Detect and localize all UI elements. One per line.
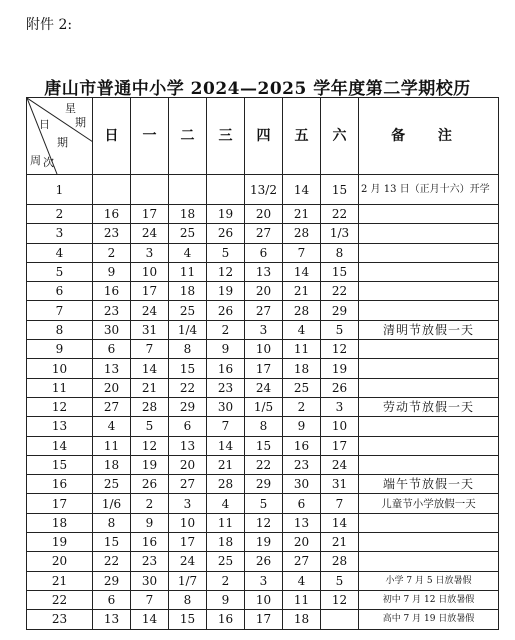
corner-label-ci: 次: [43, 156, 54, 169]
corner-label-qi: 期: [75, 116, 86, 129]
date-cell-tue: 18: [169, 282, 207, 301]
date-cell-wed: 16: [207, 610, 245, 629]
date-cell-tue: 15: [169, 610, 207, 629]
date-cell-sat: 28: [321, 552, 359, 571]
header-sunday: 日: [93, 98, 131, 175]
date-cell-wed: 26: [207, 301, 245, 320]
date-cell-sat: 31: [321, 475, 359, 494]
date-cell-fri: 13: [283, 513, 321, 532]
date-cell-thu: 17: [245, 610, 283, 629]
table-row: [27, 205, 499, 224]
table-row: [27, 571, 499, 590]
date-cell-mon: 26: [131, 475, 169, 494]
date-cell-fri: 21: [283, 205, 321, 224]
date-cell-wed: 2: [207, 320, 245, 339]
notes-cell: [359, 340, 499, 359]
date-cell-fri: 23: [283, 455, 321, 474]
date-cell-fri: 27: [283, 552, 321, 571]
date-cell-fri: 11: [283, 590, 321, 609]
date-cell-mon: 10: [131, 262, 169, 281]
date-cell-wed: 23: [207, 378, 245, 397]
date-cell-thu: 27: [245, 301, 283, 320]
date-cell-thu: 13: [245, 262, 283, 281]
date-cell-mon: 21: [131, 378, 169, 397]
date-cell-sun: 6: [93, 590, 131, 609]
date-cell-wed: 25: [207, 552, 245, 571]
table-row: [27, 175, 499, 205]
notes-cell: 2 月 13 日（正月十六）开学: [359, 175, 499, 205]
date-cell-fri: 28: [283, 224, 321, 243]
week-number-cell: 19: [27, 533, 93, 552]
notes-cell: [359, 417, 499, 436]
date-cell-sat: 24: [321, 455, 359, 474]
week-number-cell: 7: [27, 301, 93, 320]
notes-cell: [359, 262, 499, 281]
date-cell-fri: 6: [283, 494, 321, 513]
notes-cell: [359, 455, 499, 474]
date-cell-wed: 18: [207, 533, 245, 552]
date-cell-sun: 23: [93, 224, 131, 243]
date-cell-sun: 4: [93, 417, 131, 436]
date-cell-thu: 3: [245, 320, 283, 339]
corner-label-zhou: 周: [30, 154, 41, 167]
date-cell-wed: 30: [207, 397, 245, 416]
week-number-cell: 14: [27, 436, 93, 455]
date-cell-fri: 18: [283, 610, 321, 629]
date-cell-mon: 19: [131, 455, 169, 474]
date-cell-sat: 21: [321, 533, 359, 552]
date-cell-wed: 5: [207, 243, 245, 262]
date-cell-mon: 7: [131, 340, 169, 359]
date-cell-thu: 3: [245, 571, 283, 590]
date-cell-fri: 20: [283, 533, 321, 552]
header-friday: 五: [283, 98, 321, 175]
corner-header-cell: [27, 98, 93, 175]
table-row: [27, 397, 499, 416]
date-cell-mon: 16: [131, 533, 169, 552]
date-cell-tue: 27: [169, 475, 207, 494]
date-cell-mon: 14: [131, 359, 169, 378]
date-cell-wed: 9: [207, 340, 245, 359]
date-cell-thu: 29: [245, 475, 283, 494]
date-cell-tue: 24: [169, 552, 207, 571]
date-cell-sat: 17: [321, 436, 359, 455]
date-cell-sat: 15: [321, 262, 359, 281]
week-number-cell: 17: [27, 494, 93, 513]
date-cell-sat: 12: [321, 590, 359, 609]
date-cell-tue: 25: [169, 301, 207, 320]
date-cell-fri: 14: [283, 262, 321, 281]
date-cell-sat: 26: [321, 378, 359, 397]
date-cell-sun: 2: [93, 243, 131, 262]
date-cell-fri: 30: [283, 475, 321, 494]
date-cell-thu: 22: [245, 455, 283, 474]
table-row: [27, 243, 499, 262]
weeks-body: [27, 175, 499, 630]
week-number-cell: 6: [27, 282, 93, 301]
week-number-cell: 23: [27, 610, 93, 629]
date-cell-tue: 1/7: [169, 571, 207, 590]
table-row: [27, 340, 499, 359]
date-cell-sun: 6: [93, 340, 131, 359]
notes-cell: 端午节放假一天: [359, 475, 499, 494]
date-cell-sun: 15: [93, 533, 131, 552]
table-row: [27, 224, 499, 243]
date-cell-tue: 8: [169, 590, 207, 609]
table-row: [27, 533, 499, 552]
date-cell-thu: 24: [245, 378, 283, 397]
table-row: [27, 417, 499, 436]
date-cell-tue: 15: [169, 359, 207, 378]
notes-cell: [359, 224, 499, 243]
date-cell-mon: 28: [131, 397, 169, 416]
notes-cell: [359, 359, 499, 378]
week-number-cell: 16: [27, 475, 93, 494]
date-cell-thu: 17: [245, 359, 283, 378]
week-number-cell: 1: [27, 175, 93, 205]
date-cell-thu: 5: [245, 494, 283, 513]
notes-cell: 劳动节放假一天: [359, 397, 499, 416]
date-cell-mon: 14: [131, 610, 169, 629]
date-cell-mon: 3: [131, 243, 169, 262]
header-tuesday: 二: [169, 98, 207, 175]
date-cell-mon: 9: [131, 513, 169, 532]
notes-cell: 高中 7 月 19 日放暑假: [359, 610, 499, 629]
header-thursday: 四: [245, 98, 283, 175]
date-cell-wed: 11: [207, 513, 245, 532]
date-cell-sat: 7: [321, 494, 359, 513]
notes-cell: 小学 7 月 5 日放暑假: [359, 571, 499, 590]
date-cell-tue: 18: [169, 205, 207, 224]
date-cell-wed: 2: [207, 571, 245, 590]
date-cell-sun: 18: [93, 455, 131, 474]
header-row: [27, 98, 499, 175]
notes-cell: [359, 533, 499, 552]
date-cell-sat: 29: [321, 301, 359, 320]
table-row: [27, 610, 499, 629]
date-cell-mon: 7: [131, 590, 169, 609]
date-cell-tue: 3: [169, 494, 207, 513]
date-cell-sun: 8: [93, 513, 131, 532]
page-title: 唐山市普通中小学 2024—2025 学年度第二学期校历: [44, 79, 471, 99]
date-cell-tue: 4: [169, 243, 207, 262]
date-cell-sun: 20: [93, 378, 131, 397]
table-row: [27, 378, 499, 397]
date-cell-sun: 1/6: [93, 494, 131, 513]
table-row: [27, 359, 499, 378]
notes-cell: [359, 513, 499, 532]
date-cell-fri: 7: [283, 243, 321, 262]
attachment-label: 附件 2:: [26, 17, 73, 33]
date-cell-mon: 31: [131, 320, 169, 339]
date-cell-sun: 27: [93, 397, 131, 416]
header-wednesday: 三: [207, 98, 245, 175]
week-number-cell: 20: [27, 552, 93, 571]
date-cell-thu: 20: [245, 282, 283, 301]
week-number-cell: 3: [27, 224, 93, 243]
date-cell-tue: 1/4: [169, 320, 207, 339]
date-cell-wed: 14: [207, 436, 245, 455]
date-cell-sun: 29: [93, 571, 131, 590]
date-cell-tue: 13: [169, 436, 207, 455]
week-number-cell: 2: [27, 205, 93, 224]
date-cell-wed: 19: [207, 205, 245, 224]
notes-cell: [359, 301, 499, 320]
date-cell-sun: 16: [93, 282, 131, 301]
date-cell-fri: 25: [283, 378, 321, 397]
header-notes: 备 注: [359, 98, 499, 175]
date-cell-sun: 16: [93, 205, 131, 224]
date-cell-fri: 28: [283, 301, 321, 320]
date-cell-wed: 7: [207, 417, 245, 436]
week-number-cell: 10: [27, 359, 93, 378]
week-number-cell: 21: [27, 571, 93, 590]
date-cell-thu: 26: [245, 552, 283, 571]
date-cell-fri: 21: [283, 282, 321, 301]
notes-cell: [359, 552, 499, 571]
date-cell-sun: 30: [93, 320, 131, 339]
date-cell-tue: 17: [169, 533, 207, 552]
date-cell-sun: 23: [93, 301, 131, 320]
date-cell-thu: 20: [245, 205, 283, 224]
date-cell-sat: 22: [321, 282, 359, 301]
date-cell-fri: 4: [283, 571, 321, 590]
date-cell-wed: 21: [207, 455, 245, 474]
date-cell-thu: 6: [245, 243, 283, 262]
week-number-cell: 9: [27, 340, 93, 359]
date-cell-wed: 28: [207, 475, 245, 494]
date-cell-mon: 2: [131, 494, 169, 513]
table-row: [27, 301, 499, 320]
date-cell-mon: [131, 175, 169, 205]
date-cell-tue: 29: [169, 397, 207, 416]
date-cell-tue: [169, 175, 207, 205]
corner-label-qi2: 期: [57, 136, 68, 149]
date-cell-sun: 22: [93, 552, 131, 571]
date-cell-wed: [207, 175, 245, 205]
date-cell-tue: 8: [169, 340, 207, 359]
date-cell-sat: 3: [321, 397, 359, 416]
date-cell-fri: 4: [283, 320, 321, 339]
date-cell-thu: 27: [245, 224, 283, 243]
week-number-cell: 18: [27, 513, 93, 532]
date-cell-sat: 1/3: [321, 224, 359, 243]
table-row: [27, 282, 499, 301]
date-cell-mon: 23: [131, 552, 169, 571]
date-cell-sun: 9: [93, 262, 131, 281]
week-number-cell: 13: [27, 417, 93, 436]
date-cell-sat: 12: [321, 340, 359, 359]
date-cell-sat: 10: [321, 417, 359, 436]
date-cell-wed: 9: [207, 590, 245, 609]
week-number-cell: 11: [27, 378, 93, 397]
date-cell-fri: 11: [283, 340, 321, 359]
date-cell-mon: 12: [131, 436, 169, 455]
date-cell-thu: 8: [245, 417, 283, 436]
date-cell-thu: 12: [245, 513, 283, 532]
date-cell-sun: 13: [93, 610, 131, 629]
date-cell-fri: 9: [283, 417, 321, 436]
date-cell-sun: 13: [93, 359, 131, 378]
date-cell-mon: 17: [131, 205, 169, 224]
table-row: [27, 455, 499, 474]
date-cell-wed: 19: [207, 282, 245, 301]
date-cell-thu: 15: [245, 436, 283, 455]
date-cell-fri: 18: [283, 359, 321, 378]
date-cell-sat: 5: [321, 320, 359, 339]
week-number-cell: 22: [27, 590, 93, 609]
notes-cell: 儿童节小学放假一天: [359, 494, 499, 513]
date-cell-sat: 14: [321, 513, 359, 532]
school-calendar-table: [26, 97, 499, 630]
notes-cell: 初中 7 月 12 日放暑假: [359, 590, 499, 609]
date-cell-sun: 25: [93, 475, 131, 494]
date-cell-sat: 19: [321, 359, 359, 378]
date-cell-sun: 11: [93, 436, 131, 455]
table-row: [27, 436, 499, 455]
week-number-cell: 8: [27, 320, 93, 339]
table-row: [27, 475, 499, 494]
date-cell-tue: 20: [169, 455, 207, 474]
date-cell-fri: 16: [283, 436, 321, 455]
notes-cell: [359, 282, 499, 301]
date-cell-sun: [93, 175, 131, 205]
date-cell-mon: 17: [131, 282, 169, 301]
date-cell-thu: 1/5: [245, 397, 283, 416]
date-cell-tue: 25: [169, 224, 207, 243]
date-cell-tue: 11: [169, 262, 207, 281]
date-cell-sat: 8: [321, 243, 359, 262]
date-cell-mon: 30: [131, 571, 169, 590]
week-number-cell: 12: [27, 397, 93, 416]
date-cell-mon: 24: [131, 224, 169, 243]
date-cell-wed: 16: [207, 359, 245, 378]
date-cell-sat: 22: [321, 205, 359, 224]
notes-cell: [359, 436, 499, 455]
date-cell-sat: 15: [321, 175, 359, 205]
notes-cell: [359, 205, 499, 224]
date-cell-thu: 10: [245, 590, 283, 609]
date-cell-thu: 10: [245, 340, 283, 359]
notes-cell: 清明节放假一天: [359, 320, 499, 339]
date-cell-thu: 19: [245, 533, 283, 552]
week-number-cell: 4: [27, 243, 93, 262]
date-cell-tue: 10: [169, 513, 207, 532]
date-cell-mon: 5: [131, 417, 169, 436]
date-cell-fri: 2: [283, 397, 321, 416]
notes-cell: [359, 378, 499, 397]
date-cell-tue: 6: [169, 417, 207, 436]
corner-label-xing: 星: [65, 102, 76, 115]
date-cell-mon: 24: [131, 301, 169, 320]
table-row: [27, 552, 499, 571]
date-cell-sat: 5: [321, 571, 359, 590]
table-row: [27, 513, 499, 532]
table-row: [27, 590, 499, 609]
week-number-cell: 15: [27, 455, 93, 474]
header-saturday: 六: [321, 98, 359, 175]
date-cell-tue: 22: [169, 378, 207, 397]
header-monday: 一: [131, 98, 169, 175]
notes-cell: [359, 243, 499, 262]
date-cell-fri: 14: [283, 175, 321, 205]
date-cell-sat: [321, 610, 359, 629]
table-row: [27, 262, 499, 281]
table-row: [27, 494, 499, 513]
week-number-cell: 5: [27, 262, 93, 281]
corner-label-ri: 日: [39, 118, 50, 131]
date-cell-wed: 4: [207, 494, 245, 513]
date-cell-thu: 13/2: [245, 175, 283, 205]
date-cell-wed: 12: [207, 262, 245, 281]
table-row: [27, 320, 499, 339]
date-cell-wed: 26: [207, 224, 245, 243]
